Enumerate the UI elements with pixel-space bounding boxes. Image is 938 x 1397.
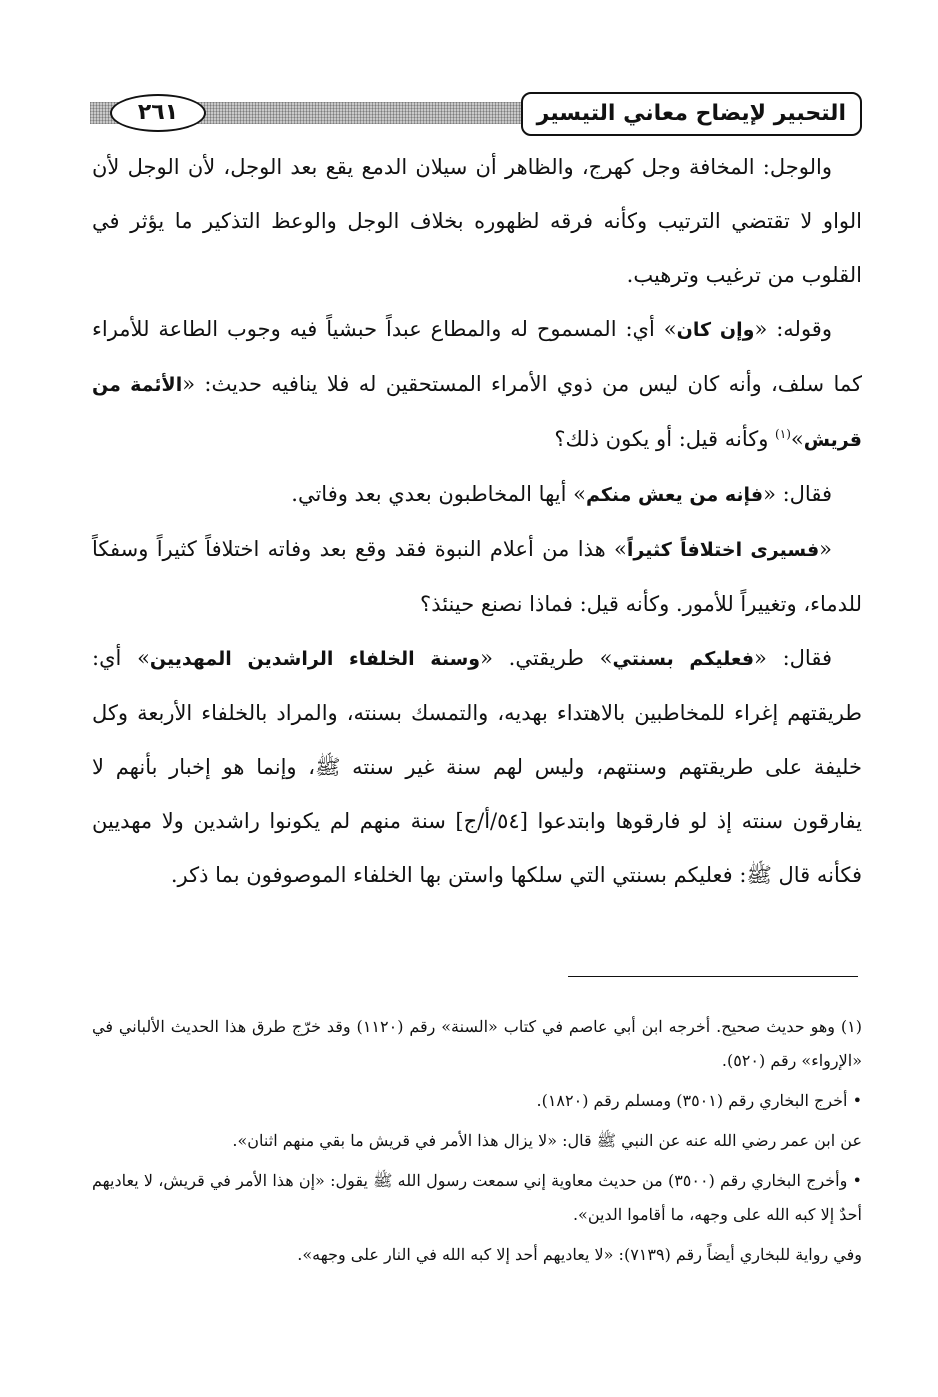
- footnote-separator: [568, 976, 858, 977]
- footnote-1: (١) وهو حديث صحيح. أخرجه ابن أبي عاصم في كتاب «السنة» رقم (١١٢٠) وقد خرّج طرق هذا الحديث الألباني في «الإرواء» رقم (٥٢٠).: [92, 1017, 863, 1070]
- paragraph-1-text: والوجل: المخافة وجل كهرج، والظاهر أن سيلان الدمع يقع بعد الوجل، لأن الوجل لأن الواو لا تقتضي الترتيب وكأنه فرقه لظهوره بخلاف الوجل والوعظ التذكير ما يؤثر في القلوب من ترغيب وترهيب.: [92, 155, 862, 287]
- page-number: ٢٦١: [110, 94, 206, 132]
- paragraph-5-text-a: فقال: «: [754, 646, 832, 670]
- paragraph-4-text-a: «: [819, 537, 832, 561]
- paragraph-2-quote-a: وإن كان: [676, 319, 755, 341]
- footnote-bullet-1: • أخرج البخاري رقم (٣٥٠١) ومسلم رقم (١٨٢٠).: [536, 1091, 862, 1110]
- footnotes: [92, 1010, 862, 1272]
- footnote-riwaya: وفي رواية للبخاري أيضاً رقم (٧١٣٩): «لا يعاديهم أحد إلا كبه الله في النار على وجهه».: [297, 1245, 862, 1264]
- book-title: التحبير لإيضاح معاني التيسير: [521, 92, 862, 136]
- paragraph-4-quote: فسيرى اختلافاً كثيراً: [626, 539, 820, 561]
- paragraph-5-text-c: » أي: طريقتهم إغراء للمخاطبين بالاهتداء بهديه، والتمسك بسنته، والمراد بالخلفاء الأربعة وكل خليفة على طريقتهم وسنتهم، وليس لهم سنة غير سنته ﷺ، وإنما هو إخبار بأنهم لا يفارقون سنته إذ لو فارقوها وابتدعوا [٥٤/أ/ج] سنة منهم لم يكونوا راشدين ولا مهديين فكأنه قال ﷺ: فعليكم بسنتي التي سلكها واستن بها الخلفاء الموصوفون بما ذكر.: [92, 646, 863, 887]
- footnote-bullet-2: • وأخرج البخاري رقم (٣٥٠٠) من حديث معاوية إني سمعت رسول الله ﷺ يقول: «إن هذا الأمر في قريش، لا يعاديهم أحدٌ إلا كبه الله على وجهه، ما أقاموا الدين».: [92, 1171, 862, 1224]
- paragraph-1: [92, 140, 862, 302]
- paragraph-2-text-b: » أي: المسموح له والمطاع عبداً حبشياً فيه وجوب الطاعة للأمراء كما سلف، وأنه كان ليس من ذوي الأمراء المستحقين له فلا ينافيه حديث: «: [92, 317, 862, 396]
- paragraph-3-text-a: فقال: «: [763, 482, 832, 506]
- footnote-hadith-ibn-umar: عن ابن عمر رضي الله عنه عن النبي ﷺ قال: «لا يزال هذا الأمر في قريش ما بقي منهم اثنان».: [232, 1131, 862, 1150]
- paragraph-2-text-a: وقوله: «: [754, 317, 832, 341]
- paragraph-3: [92, 467, 862, 522]
- paragraph-3-text-b: » أيها المخاطبون بعدي بعد وفاتي.: [291, 482, 586, 506]
- paragraph-4-text-b: » هذا من أعلام النبوة فقد وقع بعد وفاته اختلافاً كثيراً وسفكاً للدماء، وتغييراً للأمور. وكأنه قيل: فماذا نصنع حينئذ؟: [92, 537, 862, 616]
- paragraph-5: [92, 631, 862, 902]
- paragraph-5-quote-b: وسنة الخلفاء الراشدين المهديين: [149, 648, 481, 670]
- running-header: [90, 92, 862, 136]
- paragraph-3-quote: فإنه من يعش منكم: [585, 484, 764, 506]
- paragraph-4: [92, 522, 862, 631]
- footnote-ref-1[interactable]: (١): [775, 427, 791, 441]
- paragraph-2-quote-b: الأئمة من قريش: [92, 374, 862, 451]
- paragraph-2-text-d: وكأنه قيل: أو يكون ذلك؟: [554, 427, 776, 451]
- paragraph-2: [92, 302, 862, 467]
- main-text: [92, 140, 862, 902]
- paragraph-5-text-b: » طريقتي. «: [480, 646, 613, 670]
- paragraph-5-quote-a: فعليكم بسنتي: [612, 648, 755, 670]
- paragraph-2-text-c: »: [790, 427, 804, 451]
